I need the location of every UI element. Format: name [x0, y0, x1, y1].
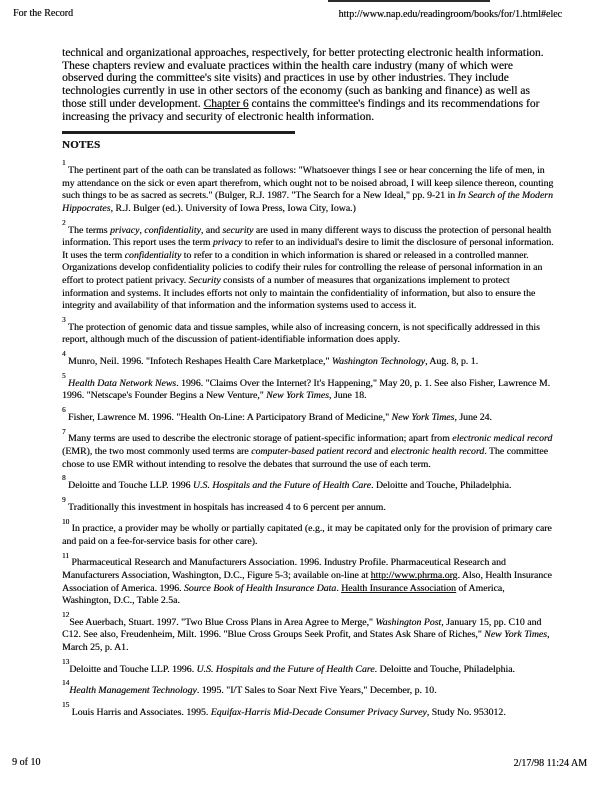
- footnote-9: [62, 495, 554, 515]
- footnote-15: [62, 701, 554, 720]
- text-segment: electronic medical record: [452, 433, 553, 445]
- text-segment: Louis Harris and Associates. 1995.: [71, 706, 211, 718]
- text-segment: . 1996. "Claims Over the Internet? It's Happening," May 20, p. 1. See also Fisher, Lawrence M. 1996. "Netscape's Founder Begins a New Venture,": [62, 377, 551, 402]
- footnote-number: 5: [62, 371, 66, 380]
- footnote-4: [62, 350, 554, 369]
- text-segment: New York Times: [266, 390, 329, 402]
- text-segment: confidentiality: [144, 224, 201, 236]
- phrma-link[interactable]: http://www.phrma.org: [370, 570, 458, 582]
- text-segment: Fisher, Lawrence M. 1996. "Health On-Line: A Participatory Brand of Medicine,": [68, 411, 392, 423]
- page-number: 9 of 10: [12, 757, 41, 768]
- footnote-number: 1: [62, 159, 66, 168]
- notes-heading: NOTES: [62, 139, 101, 152]
- footnote-3: [62, 315, 554, 347]
- footnote-number: 9: [62, 495, 66, 504]
- print-timestamp: 2/17/98 11:24 AM: [513, 758, 587, 769]
- text-segment: Health Management Technology: [69, 685, 197, 697]
- footnote-7: [62, 427, 554, 471]
- text-segment: of America, Washington, D.C., Table 2.5a.: [62, 582, 505, 607]
- text-segment: , June 18.: [328, 390, 367, 402]
- footnote-number: 14: [62, 679, 70, 688]
- text-segment: The protection of genomic data and tissue samples, while also of increasing concern, is not specifically addressed in this report, although much of the discussion of patient-identifiable information does apply.: [62, 321, 540, 346]
- text-segment: . Also, Health Insurance Association of America. 1996.: [62, 570, 552, 594]
- footnote-number: 15: [62, 701, 70, 710]
- text-segment: privacy: [109, 224, 140, 236]
- text-segment: , and: [200, 224, 223, 236]
- footnote-5: [62, 371, 554, 403]
- text-segment: privacy: [212, 237, 243, 249]
- text-segment: Washington Technology: [331, 355, 425, 367]
- text-segment: confidentiality: [124, 249, 182, 261]
- text-segment: Health Data Network News: [68, 377, 177, 389]
- top-edge-rule: [328, 0, 490, 2]
- text-segment: Many terms are used to describe the electronic storage of patient-specific information; apart from: [68, 433, 453, 445]
- text-segment: U.S. Hospitals and the Future of Health Care: [196, 663, 375, 675]
- footnote-number: 3: [62, 315, 66, 324]
- text-segment: electronic health record: [390, 445, 485, 457]
- text-segment: U.S. Hospitals and the Future of Health Care: [192, 480, 371, 492]
- text-segment: The pertinent part of the oath can be translated as follows: "Whatsoever things I see or hear concerning the life of men, in my attendance on the sick or even apart therefrom, which ought not to be noised abroad, I will keep silence thereon, counting such things to be as sacred as secrets." (Bulger, R.J. 1987. "The Search for a New Ideal," pp. 9-21 in: [62, 165, 554, 202]
- intro-paragraph: [62, 47, 554, 123]
- text-segment: In practice, a provider may be wholly or partially capitated (e.g., it may be capitated only for the provision of primary care and paid on a fee-for-service basis for other care).: [62, 523, 552, 547]
- text-segment: In Search of the Modern Hippocrates: [62, 190, 553, 214]
- footnote-number: 13: [62, 657, 70, 666]
- footnote-8: [62, 474, 554, 493]
- footnote-number: 2: [62, 218, 66, 227]
- text-segment: to refer to a condition in which information is shared or released in a controlled manner. Organizations develop confidentiality policies to codify their rules for controlling the release of personal information in an effort to protect patient privacy.: [62, 249, 543, 286]
- notes-divider-rule: [62, 131, 295, 134]
- text-segment: to refer to an individual's desire to limit the disclosure of personal information. It uses the term: [62, 237, 554, 261]
- text-segment: Security: [188, 274, 221, 286]
- text-segment: New York Times: [484, 629, 547, 641]
- text-segment: Washington Post: [375, 616, 442, 628]
- text-segment: , June 24.: [454, 411, 492, 423]
- footnote-11: [62, 551, 554, 607]
- running-title: For the Record: [13, 8, 73, 19]
- text-segment: and: [371, 445, 391, 457]
- text-segment: . The committee chose to use EMR without intending to resolve the debates that surround the use of each term.: [62, 445, 548, 470]
- text-segment: , R.J. Bulger (ed.). University of Iowa Press, Iowa City, Iowa.): [110, 203, 356, 214]
- text-segment: ,: [139, 224, 145, 236]
- footnote-number: 4: [62, 350, 66, 359]
- footnote-2: [62, 218, 554, 313]
- text-segment: computer-based patient record: [251, 445, 372, 457]
- text-segment: technical and organizational approaches, respectively, for better protecting electronic health information. These chapters review and evaluate practices within the health care industry (many of which were observed during the committee's site visits) and practices in use by other industries. They include technologies currently in use in other sectors of the economy (such as banking and finance) as well as those still under development.: [62, 47, 544, 110]
- text-segment: . 1995. "I/T Sales to Soar Next Five Years," December, p. 10.: [196, 685, 437, 697]
- footnote-6: [62, 405, 554, 425]
- text-segment: . Deloitte and Touche, Philadelphia.: [374, 663, 515, 675]
- footnotes-list: [62, 159, 554, 719]
- text-segment: See Auerbach, Stuart. 1997. "Two Blue Cross Plans in Area Agree to Merge,": [69, 616, 376, 628]
- text-segment: Deloitte and Touche LLP. 1996: [68, 480, 193, 492]
- footnote-13: [62, 657, 554, 677]
- footnote-12: [62, 611, 554, 655]
- text-segment: contains the committee's findings and its recommendations for increasing the privacy and security of electronic health information.: [62, 97, 540, 123]
- text-segment: Source Book of Health Insurance Data: [183, 582, 337, 594]
- footnote-10: [62, 517, 554, 548]
- text-segment: , March 25, p. A1.: [62, 629, 550, 654]
- chapter-6-link[interactable]: Chapter 6: [203, 97, 249, 110]
- footnote-number: 10: [62, 517, 70, 526]
- text-segment: , Aug. 8, p. 1.: [424, 355, 479, 367]
- footnote-number: 8: [62, 474, 66, 483]
- text-segment: security: [222, 224, 254, 236]
- text-segment: .: [336, 582, 342, 594]
- text-segment: New York Times: [391, 411, 455, 423]
- footnote-number: 11: [62, 551, 69, 560]
- text-segment: Traditionally this investment in hospitals has increased 4 to 6 percent per annum.: [68, 501, 386, 513]
- footnote-number: 7: [62, 427, 66, 436]
- text-segment: Pharmaceutical Research and Manufacturers Association. 1996. Industry Profile. Pharmaceutical Research and Manufacturers Association, Washington, D.C., Figure 5-3; available on-line at: [62, 557, 506, 582]
- footnote-number: 6: [62, 405, 66, 414]
- text-segment: , January 15, pp. C10 and C12. See also, Freudenheim, Milt. 1996. "Blue Cross Groups Seek Profit, and States Ask Share of Riches,": [62, 616, 542, 641]
- document-url: http://www.nap.edu/readingroom/books/for/1.html#elec: [338, 9, 562, 20]
- text-segment: Health Insurance Association: [341, 582, 456, 594]
- text-segment: The terms: [68, 224, 110, 236]
- text-segment: consists of a number of measures that organizations implement to protect information and systems. It includes efforts not only to maintain the confidentiality of information, but also to ensure the integrity and availability of that information and the information systems used to access it.: [62, 274, 536, 312]
- footnote-1: [62, 159, 554, 215]
- footnote-14: [62, 679, 554, 698]
- text-segment: (EMR), the two most commonly used terms are: [62, 445, 252, 457]
- text-segment: Equifax-Harris Mid-Decade Consumer Privacy Survey: [210, 706, 427, 718]
- footnote-number: 12: [62, 611, 70, 620]
- text-segment: Munro, Neil. 1996. "Infotech Reshapes Health Care Marketplace,": [68, 355, 332, 367]
- text-segment: . Deloitte and Touche, Philadelphia.: [370, 480, 512, 492]
- text-segment: Deloitte and Touche LLP. 1996.: [69, 663, 197, 675]
- text-segment: , Study No. 953012.: [426, 706, 506, 718]
- text-segment: are used in many different ways to discuss the protection of personal health information. This report uses the term: [62, 224, 552, 249]
- page-content: [62, 47, 554, 728]
